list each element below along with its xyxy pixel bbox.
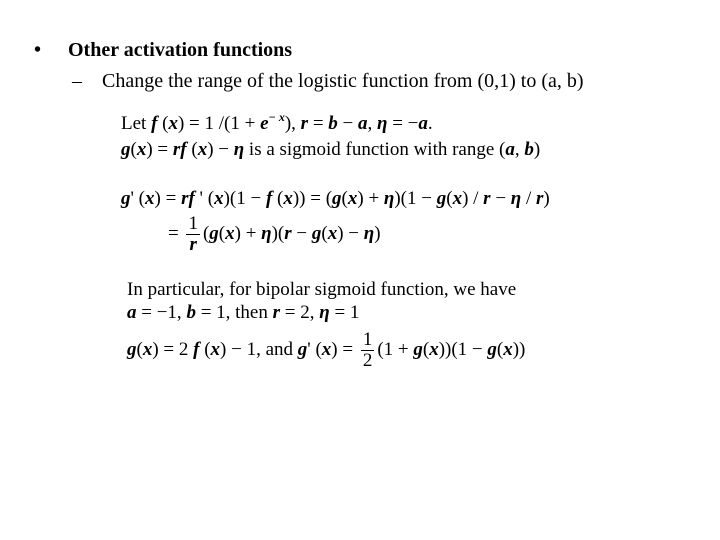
equation-line-2: g(x) = rf (x) − η is a sigmoid function with range (a, b) xyxy=(121,139,541,160)
equation-line-7: g(x) = 2 f (x) − 1, and g' (x) = $\frac{1}{2}$ (1 + g(x))(1 − g(x)) xyxy=(127,329,526,371)
equation-line-1: Let f (x) = 1 $/(1 + e^{- x})$, r = b − a, η = −a. xyxy=(121,110,433,134)
bullet-text: Other activation functions xyxy=(68,39,293,61)
equation-line-4: = $\frac{1}{r}$ (g(x) + η)(r − g(x) − η) xyxy=(168,213,381,255)
sub-bullet-text: Change the range of the logistic function from (0,1) to (a, b) xyxy=(102,70,584,92)
sub-bullet-marker: – xyxy=(72,70,82,92)
equation-line-6: a = −1, b = 1, then r = 2, η = 1 xyxy=(127,302,360,323)
equation-line-3: g' (x) = rf ' (x)(1 − f (x)) = (g(x) + η)(1 − g(x) / r − η / r) xyxy=(121,188,550,209)
equation-line-5: In particular, for bipolar sigmoid function, we have xyxy=(127,279,517,300)
bullet-marker: • xyxy=(34,39,42,61)
